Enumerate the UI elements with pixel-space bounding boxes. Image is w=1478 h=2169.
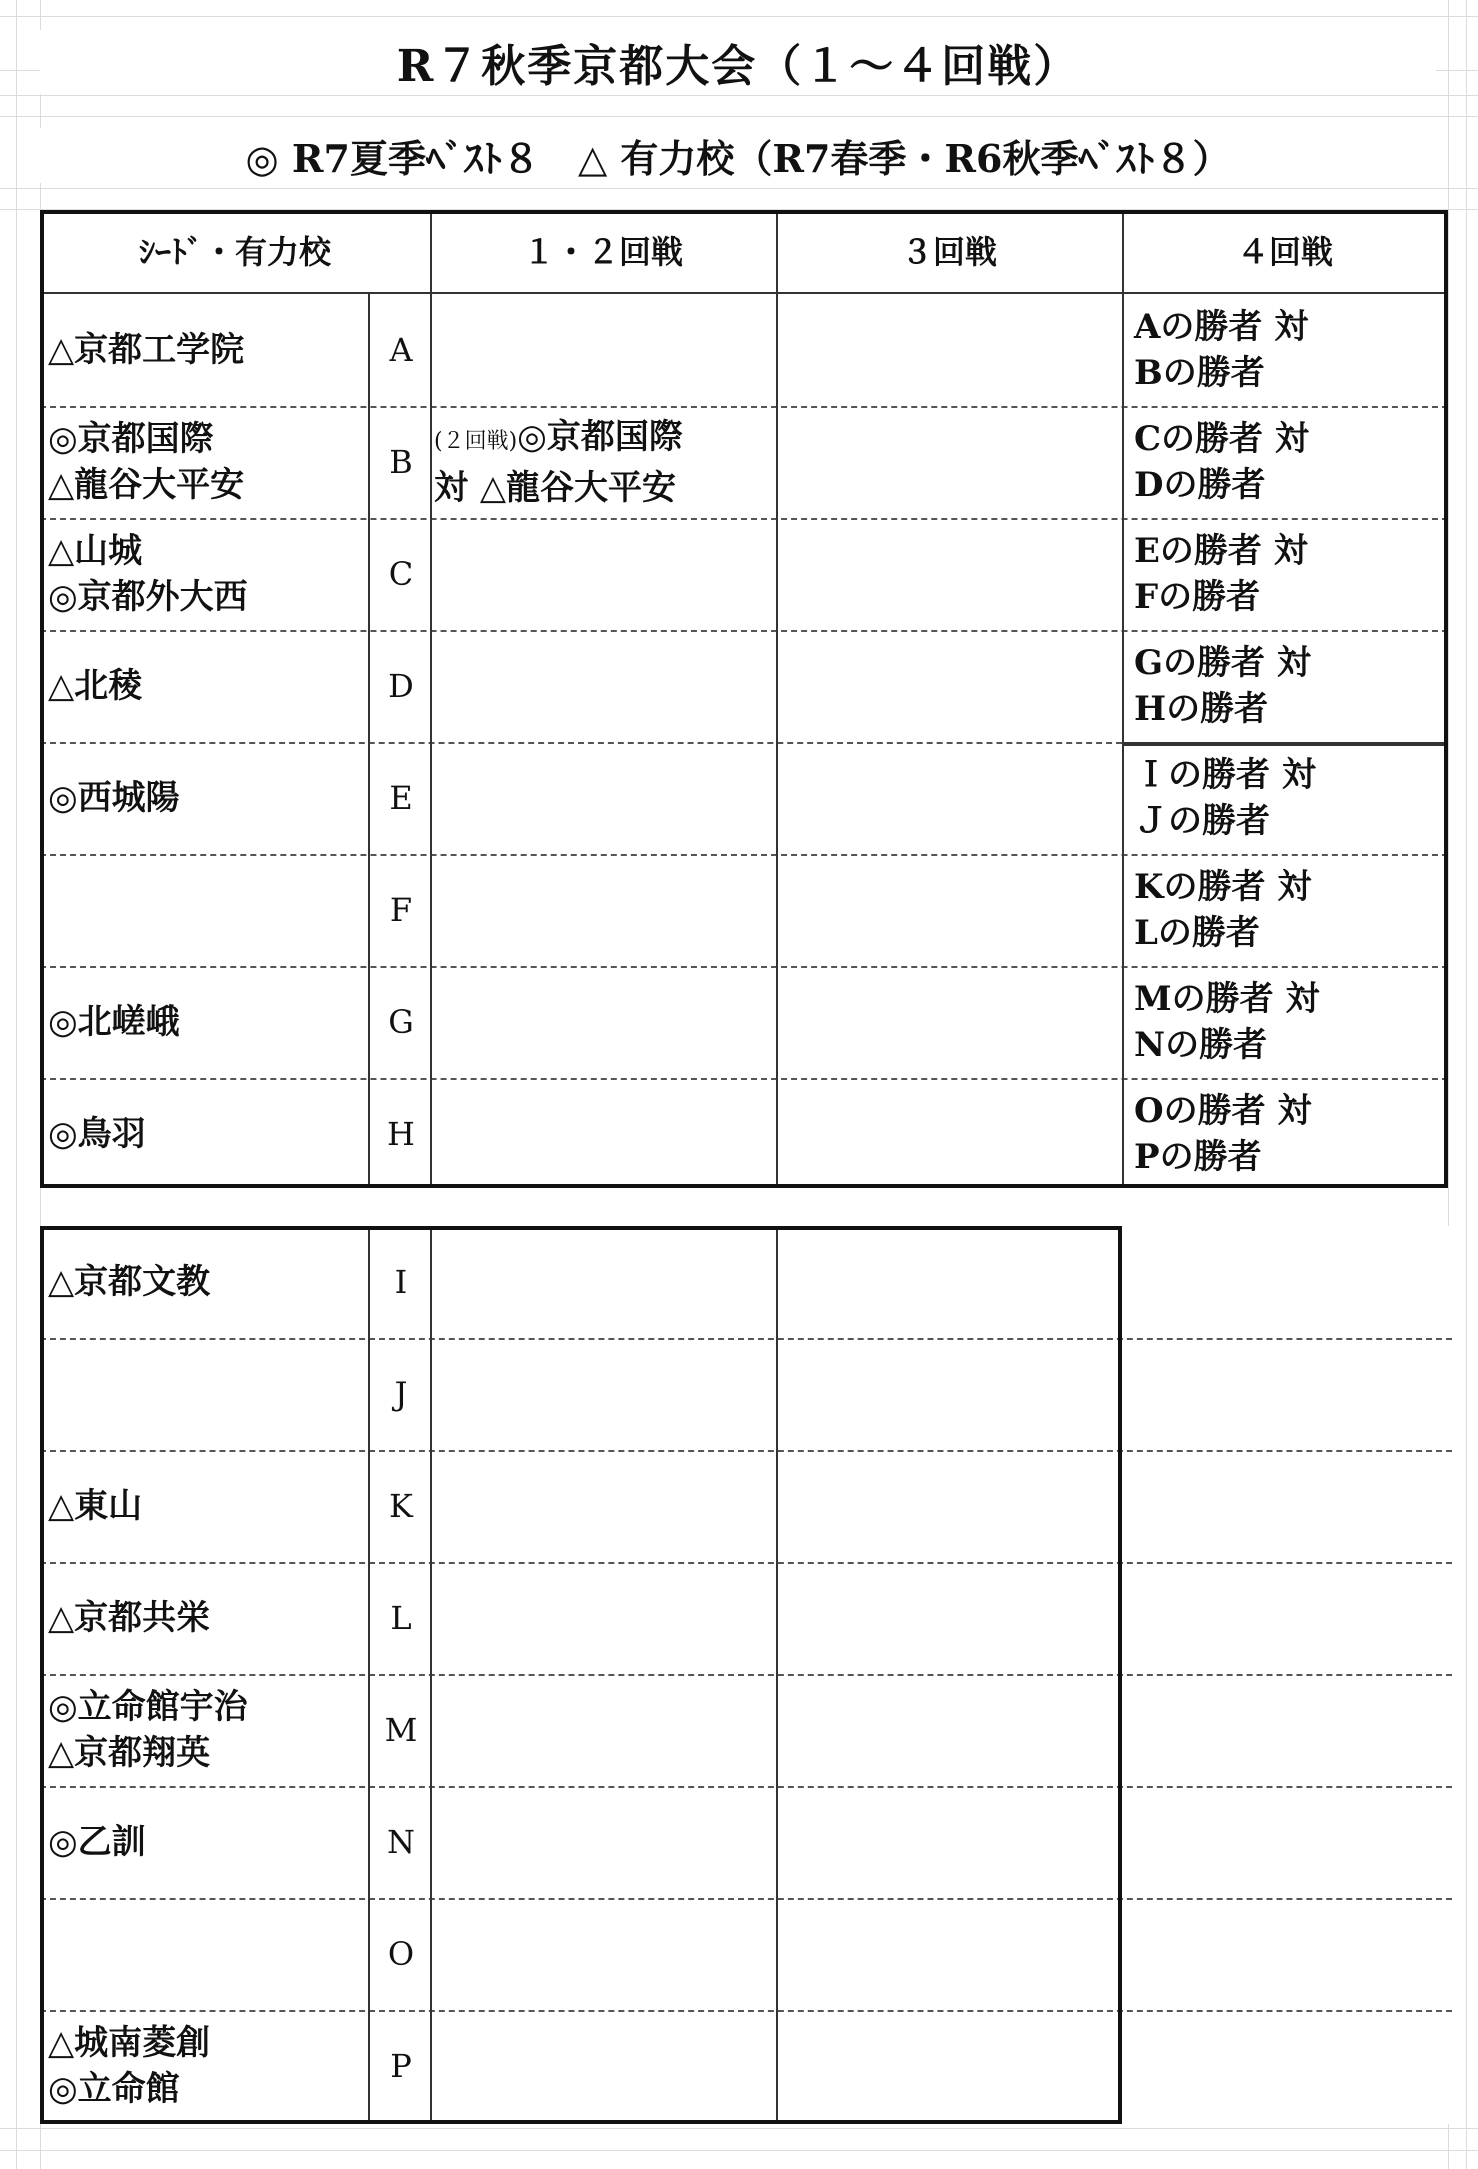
- round4-line: Aの勝者 対: [1134, 307, 1309, 347]
- slot-letter: I: [394, 1263, 408, 1301]
- gridline-h: [0, 95, 1478, 96]
- gridline-v: [16, 0, 17, 2169]
- round12-team: ◎京都国際: [517, 416, 683, 457]
- round4-line: Nの勝者: [1134, 1025, 1268, 1065]
- school-line: △城南菱創: [48, 2023, 211, 2063]
- school-line: ◎鳥羽: [48, 1114, 146, 1154]
- slot-letter: A: [389, 331, 413, 369]
- bracket-bottom: [40, 1226, 1452, 2124]
- slot-letter: J: [394, 1375, 408, 1413]
- gridline-h: [0, 188, 1478, 189]
- slot-letter: B: [389, 443, 413, 481]
- school-line: ◎乙訓: [48, 1822, 146, 1862]
- round12-note: (２回戦): [434, 428, 518, 454]
- school-line: ◎立命館宇治: [48, 1687, 248, 1727]
- school-line: ◎京都国際: [48, 419, 214, 459]
- header-round4: ４回戦: [1236, 233, 1333, 271]
- round4-line: Kの勝者 対: [1134, 867, 1312, 907]
- school-line: △京都文教: [48, 1262, 211, 1302]
- slot-letter: E: [389, 779, 413, 817]
- school-line: ◎北嵯峨: [48, 1002, 180, 1042]
- header-round3: ３回戦: [900, 233, 997, 271]
- round4-line: Bの勝者: [1134, 353, 1265, 393]
- school-line: △京都工学院: [48, 330, 245, 370]
- round12-line: 対 △龍谷大平安: [434, 467, 676, 508]
- slot-letter: G: [388, 1003, 414, 1041]
- legend: ◎ R7夏季ﾍﾞｽﾄ８ △ 有力校（R7春季・R6秋季ﾍﾞｽﾄ８）: [40, 128, 1436, 183]
- school-line: △山城: [48, 531, 143, 571]
- school-line: △京都共栄: [48, 1598, 211, 1638]
- bracket-top: [40, 210, 1448, 1188]
- slot-letter: D: [388, 667, 414, 705]
- slot-letter: M: [384, 1711, 418, 1749]
- bracket-top-frame: [40, 210, 1448, 1188]
- gridline-h: [0, 2128, 1478, 2129]
- round4-line: Cの勝者 対: [1134, 419, 1309, 459]
- round4-line: Gの勝者 対: [1134, 643, 1311, 683]
- round4-line: Pの勝者: [1134, 1137, 1262, 1177]
- gridline-h: [0, 16, 1478, 17]
- school-line: ◎京都外大西: [48, 577, 248, 617]
- school-line: ◎立命館: [48, 2069, 180, 2109]
- bracket-bottom-frame: [40, 1226, 1122, 2124]
- gridline-v: [1466, 0, 1467, 2169]
- slot-letter: O: [387, 1935, 415, 1973]
- school-line: △京都翔英: [48, 1733, 211, 1773]
- page-title: R７秋季京都大会（１～４回戦）: [40, 30, 1436, 94]
- gridline-h: [0, 116, 1478, 117]
- slot-letter: C: [388, 555, 414, 593]
- header-round12: １・２回戦: [522, 233, 683, 271]
- school-line: ◎西城陽: [48, 778, 180, 818]
- round4-line: Oの勝者 対: [1134, 1091, 1312, 1131]
- slot-letter: H: [387, 1115, 415, 1153]
- round4-line: Mの勝者 対: [1134, 979, 1320, 1019]
- slot-letter: K: [389, 1487, 413, 1525]
- header-seed: ｼｰﾄﾞ・有力校: [138, 233, 331, 271]
- round4-line: Fの勝者: [1134, 577, 1261, 617]
- school-line: △北稜: [48, 666, 143, 706]
- slot-letter: N: [387, 1823, 415, 1861]
- round4-line: Ｊの勝者: [1134, 801, 1270, 841]
- slot-letter: P: [390, 2047, 412, 2085]
- gridline-h: [0, 2150, 1478, 2151]
- round4-line: Hの勝者: [1134, 689, 1269, 729]
- school-line: △東山: [48, 1486, 143, 1526]
- round4-line: Eの勝者 対: [1134, 531, 1308, 571]
- round4-line: Dの勝者: [1134, 465, 1266, 505]
- school-line: △龍谷大平安: [48, 465, 245, 505]
- slot-letter: L: [390, 1599, 412, 1637]
- slot-letter: F: [389, 891, 413, 929]
- round4-line: Lの勝者: [1134, 913, 1260, 953]
- round4-line: Ｉの勝者 対: [1134, 755, 1316, 795]
